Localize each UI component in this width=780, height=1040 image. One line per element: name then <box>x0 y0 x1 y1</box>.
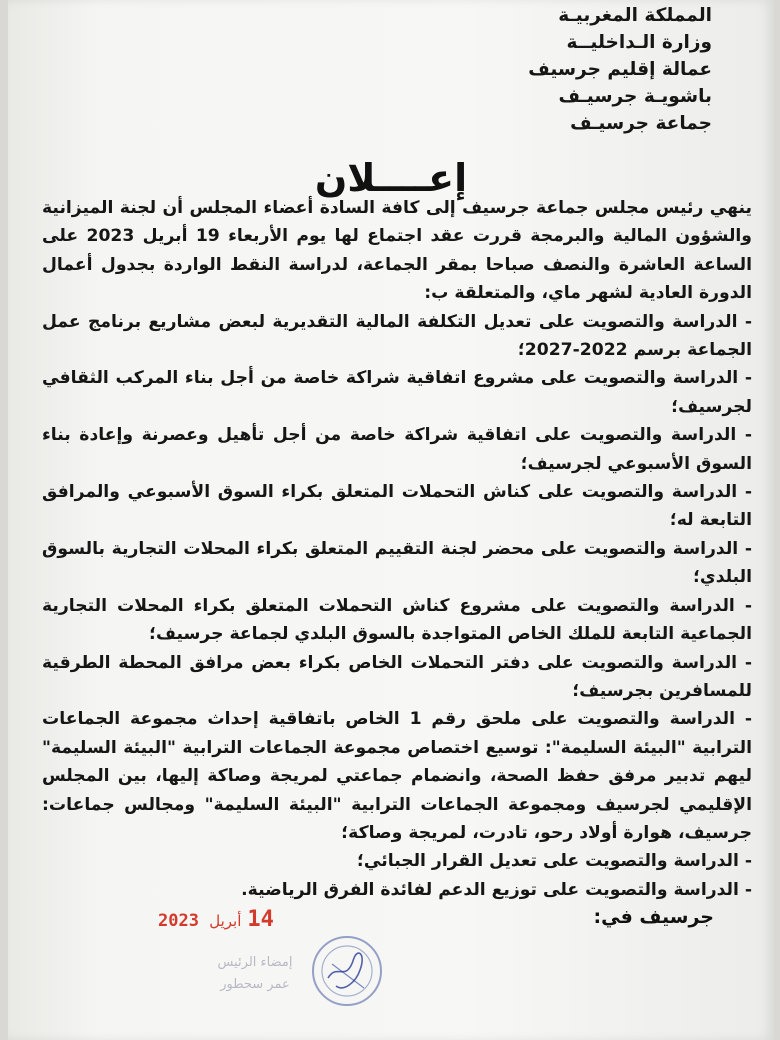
letterhead <box>472 2 712 137</box>
agenda-item: - الدراسة والتصويت على مشروع كناش التحملات المتعلق بكراء المحلات التجارية الجماعية التابعة للملك الخاص المتواجدة بالسوق البلدي لجماعة جرسيف؛ <box>42 595 752 645</box>
agenda-item: - الدراسة والتصويت على تعديل القرار الجبائي؛ <box>357 851 752 872</box>
agenda-item: - الدراسة والتصويت على محضر لجنة التقييم المتعلق بكراء المحلات التجارية بالسوق البلدي؛ <box>42 538 752 588</box>
letterhead-line-province: عمالة إقليم جرسيف <box>528 59 712 80</box>
letterhead-line-commune: جماعة جرسيـف <box>570 113 712 134</box>
announcement-body <box>42 194 752 904</box>
agenda-item: - الدراسة والتصويت على تعديل التكلفة المالية التقديرية لبعض مشاريع برنامج عمل الجماعة برسم 2022-2027؛ <box>42 311 752 361</box>
stamp-day: 14 <box>247 907 274 932</box>
agenda-item: - الدراسة والتصويت على توزيع الدعم لفائدة الفرق الرياضية. <box>241 879 752 900</box>
letterhead-line-kingdom: المملكة المغربيـة <box>558 5 712 26</box>
page-title: إعــــلان <box>314 156 468 200</box>
date-stamp <box>158 907 280 932</box>
agenda-item: - الدراسة والتصويت على دفتر التحملات الخاص بكراء بعض مرافق المحطة الطرقية للمسافرين بجرسيف؛ <box>42 652 752 701</box>
signature-stamp-line: عمر سحطور <box>220 977 290 992</box>
official-seal-icon <box>310 934 384 1008</box>
announcement-intro: ينهي رئيس مجلس جماعة جرسيف إلى كافة السادة أعضاء المجلس أن لجنة الميزانية والشؤون المالية والبرمجة قررت عقد اجتماع لها يوم الأربعاء 19 أبريل 2023 على الساعة العاشرة والنصف صباحا بمقر الجماعة، لدراسة النقط الواردة بجدول أعمال الدورة العادية لشهر ماي، والمتعلقة ب: <box>42 198 752 304</box>
document-page <box>8 0 774 1040</box>
stamp-year: 2023 <box>158 911 199 931</box>
closing-place-date: جرسيف في: <box>593 906 714 928</box>
signature-stamp-line: إمضاء الرئيس <box>217 955 293 970</box>
agenda-item: - الدراسة والتصويت على مشروع اتفاقية شراكة خاصة من أجل بناء المركب الثقافي لجرسيف؛ <box>42 368 752 417</box>
agenda-item: - الدراسة والتصويت على ملحق رقم 1 الخاص باتفاقية إحداث مجموعة الجماعات الترابية "البيئة السليمة": توسيع اختصاص مجموعة الجماعات الترابية "البيئة السليمة" ليهم تدبير مرفق حفظ الصحة، وانضمام جماعتي لمريجة وصاكة إليها، بين المجلس الإقليمي لجرسيف ومجموعة الجماعات الترابية "البيئة السليمة" ومجالس جماعات: جرسيف، هوارة أولاد رحو، تادرت، لمريجة وصاكة؛ <box>42 709 752 843</box>
stamp-month: أبريل <box>209 912 242 930</box>
agenda-item: - الدراسة والتصويت على كناش التحملات المتعلق بكراء السوق الأسبوعي والمرافق التابعة له؛ <box>42 482 752 531</box>
letterhead-line-pashalik: باشويـة جرسيـف <box>558 86 712 107</box>
signature-stamp <box>200 952 310 996</box>
agenda-item: - الدراسة والتصويت على اتفاقية شراكة خاصة من أجل تأهيل وعصرنة وإعادة بناء السوق الأسبوعي لجرسيف؛ <box>42 425 752 474</box>
letterhead-line-ministry: وزارة الـداخليــة <box>566 32 712 53</box>
